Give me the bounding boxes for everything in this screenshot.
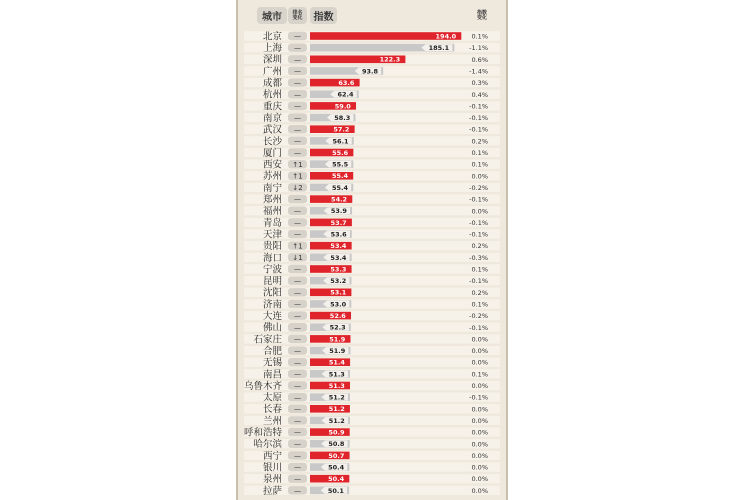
value-label: 51.3 (328, 381, 345, 390)
index-change-label: 0.1% (471, 370, 488, 379)
change-header-line-1: 指数 (476, 9, 487, 16)
index-change-label: 0.1% (471, 300, 488, 309)
city-label: 哈尔滨 (253, 439, 282, 451)
index-change-label: 0.2% (471, 242, 488, 251)
rank-change-label: — (294, 149, 301, 158)
value-label: 57.2 (333, 125, 350, 134)
index-change-label: 0.4% (471, 90, 488, 99)
row-stripe (244, 253, 500, 262)
row-stripe (244, 474, 500, 486)
index-change-label: -0.2% (469, 183, 488, 192)
city-label: 南京 (262, 112, 282, 124)
value-label: 51.4 (328, 358, 345, 367)
row-stripe (244, 486, 500, 495)
city-label: 成都 (262, 78, 282, 89)
rank-change-label: — (294, 382, 301, 391)
row-stripe (244, 334, 500, 346)
row-stripe (244, 195, 500, 204)
city-label: 大连 (262, 311, 282, 322)
value-label: 53.9 (330, 207, 347, 216)
value-label: 54.2 (331, 195, 348, 204)
city-label: 海口 (262, 252, 282, 264)
city-label: 宁波 (262, 264, 282, 276)
bar-chart (238, 0, 510, 500)
row-stripe (244, 369, 500, 381)
row-stripe (244, 323, 500, 332)
rank-change-label: — (294, 475, 301, 484)
row-stripe (244, 160, 500, 169)
city-label: 合肥 (262, 345, 282, 357)
rank-change-label: — (294, 207, 301, 216)
city-label: 济南 (262, 299, 282, 311)
city-label: 佛山 (262, 322, 282, 334)
index-change-label: 0.2% (471, 288, 488, 297)
city-label: 武汉 (262, 124, 282, 136)
row-stripe (244, 346, 500, 355)
city-label: 深圳 (262, 54, 282, 66)
rank-change-label: — (294, 67, 301, 76)
rank-change-label: — (294, 265, 301, 274)
rank-change-label: — (294, 90, 301, 99)
city-label: 兰州 (262, 415, 282, 427)
city-label: 西安 (262, 159, 282, 171)
value-label: 51.2 (328, 405, 345, 414)
city-label: 太原 (262, 392, 282, 404)
row-stripe (244, 393, 500, 402)
rank-change-label: — (294, 312, 301, 321)
row-stripe (244, 171, 500, 183)
row-stripe (244, 264, 500, 276)
value-label: 53.2 (330, 277, 347, 286)
index-change-label: -0.3% (469, 253, 488, 262)
row-stripe (244, 451, 500, 460)
city-label: 呼和浩特 (243, 427, 282, 439)
index-change-label: 0.0% (471, 451, 488, 460)
city-label: 银川 (262, 462, 282, 474)
rank-header-line-1: 排名 (292, 9, 303, 16)
index-change-label: -0.1% (469, 277, 488, 286)
rank-header-line-2: 变化 (292, 14, 303, 21)
row-stripe (244, 416, 500, 425)
city-label: 乌鲁木齐 (243, 380, 282, 392)
city-label: 泉州 (262, 474, 282, 486)
value-label: 194.0 (435, 32, 457, 41)
city-label: 厦门 (262, 147, 282, 159)
index-change-label: 0.0% (471, 428, 488, 437)
city-column-header: 城市 (257, 7, 287, 24)
index-change-label: 0.0% (471, 347, 488, 356)
row-stripe (244, 229, 500, 241)
value-label: 58.3 (334, 113, 351, 122)
city-label: 贵阳 (262, 241, 282, 253)
index-change-label: 0.0% (471, 486, 488, 495)
value-label: 50.9 (328, 428, 345, 437)
rank-change-label: — (294, 288, 301, 297)
rank-change-label: — (294, 79, 301, 88)
value-label: 50.4 (328, 475, 345, 484)
value-label: 50.7 (328, 451, 345, 460)
index-change-label: 0.0% (471, 463, 488, 472)
index-change-label: -0.1% (469, 393, 488, 402)
rank-change-label: — (294, 463, 301, 472)
rank-change-label: — (294, 393, 301, 402)
index-change-label: -1.4% (469, 67, 488, 76)
change-header-line-2: 变化 (476, 14, 487, 21)
rank-change-label: ↓2 (292, 184, 303, 193)
value-label: 55.4 (331, 172, 349, 181)
rank-change-label: — (294, 137, 301, 146)
value-label: 63.6 (338, 79, 355, 87)
row-stripe (244, 311, 500, 320)
rank-change-label: — (294, 405, 301, 414)
rank-change-label: — (294, 428, 301, 437)
rank-change-label: — (294, 230, 301, 239)
city-label: 广州 (262, 66, 282, 78)
index-change-label: 0.1% (471, 160, 488, 169)
row-stripe (244, 381, 500, 390)
row-stripe (244, 148, 500, 157)
value-label: 53.1 (330, 288, 347, 297)
value-label: 55.6 (332, 148, 349, 157)
index-change-label: -0.1% (469, 125, 488, 134)
row-stripe (244, 358, 500, 367)
rank-change-label: — (294, 440, 301, 449)
index-change-label: 0.0% (471, 416, 488, 425)
row-stripe (244, 125, 500, 134)
row-stripe (244, 462, 500, 474)
value-label: 53.3 (330, 265, 347, 274)
city-label: 北京 (262, 31, 282, 43)
value-label: 51.9 (329, 335, 346, 344)
rank-change-label: ↑1 (292, 172, 303, 181)
rank-change-label: — (294, 417, 301, 426)
rank-change-label: ↑1 (292, 160, 303, 169)
index-change-label: -0.2% (469, 312, 488, 321)
index-change-label: 0.0% (471, 358, 488, 367)
value-label: 50.1 (327, 486, 344, 495)
rank-change-label: — (294, 44, 301, 53)
value-label: 53.4 (330, 253, 347, 262)
value-label: 51.3 (328, 370, 345, 379)
value-label: 185.1 (428, 44, 450, 53)
index-column-header: 指数 (310, 7, 337, 24)
city-label: 拉萨 (262, 485, 282, 497)
rank-change-label: ↓1 (292, 253, 303, 262)
index-change-label: 0.6% (471, 55, 488, 64)
value-label: 59.0 (334, 102, 351, 111)
city-label: 无锡 (262, 357, 282, 369)
index-change-label: 0.3% (471, 79, 488, 88)
row-stripe (244, 276, 500, 288)
city-label: 福州 (262, 206, 282, 218)
city-label: 重庆 (262, 101, 282, 113)
row-stripe (244, 136, 500, 148)
row-stripe (244, 90, 500, 99)
value-label: 55.4 (331, 183, 349, 192)
city-label: 青岛 (262, 217, 282, 229)
rank-change-label: — (294, 32, 301, 41)
value-label: 52.3 (329, 323, 346, 332)
index-change-label: -0.1% (469, 102, 488, 111)
city-label: 郑州 (262, 194, 282, 206)
value-label: 51.2 (328, 393, 345, 402)
city-label: 长沙 (262, 136, 282, 148)
index-change-label: 0.0% (471, 475, 488, 484)
row-stripe (244, 206, 500, 218)
rank-change-label: — (294, 277, 301, 286)
city-label: 昆明 (262, 276, 282, 288)
row-stripe (244, 404, 500, 416)
city-label: 石家庄 (253, 334, 282, 346)
row-stripe (244, 299, 500, 311)
row-stripe (244, 288, 500, 297)
value-label: 93.8 (361, 67, 378, 76)
index-change-label: 0.1% (471, 265, 488, 274)
city-label: 沈阳 (262, 287, 282, 299)
row-stripe (244, 241, 500, 253)
city-label: 上海 (262, 43, 282, 55)
city-label: 苏州 (262, 171, 282, 183)
value-label: 53.7 (330, 218, 347, 227)
city-label: 天津 (262, 229, 282, 241)
value-label: 50.8 (328, 440, 345, 449)
index-change-label: -0.1% (469, 230, 488, 239)
index-change-label: -1.1% (469, 44, 488, 53)
row-stripe (244, 183, 500, 192)
value-label: 56.1 (332, 137, 349, 146)
value-label: 53.4 (330, 242, 347, 251)
city-label: 长春 (262, 404, 282, 416)
index-change-label: -0.1% (469, 114, 488, 123)
rank-change-label: — (294, 486, 301, 495)
value-label: 52.6 (329, 312, 346, 320)
index-change-label: -0.1% (469, 195, 488, 204)
index-change-label: -0.1% (469, 323, 488, 332)
value-label: 55.5 (332, 160, 349, 169)
index-change-label: 0.1% (471, 32, 488, 41)
value-label: 50.4 (328, 463, 345, 472)
row-stripe (244, 78, 500, 87)
index-change-label: 0.0% (471, 335, 488, 344)
index-change-label: 0.0% (471, 382, 488, 390)
row-stripe (244, 218, 500, 227)
city-label: 杭州 (262, 89, 282, 101)
rank-change-label: — (294, 102, 301, 111)
rank-change-label: — (294, 452, 301, 460)
value-label: 51.2 (328, 416, 345, 425)
rank-change-label: — (294, 114, 301, 123)
value-label: 122.3 (379, 55, 401, 64)
index-change-label: 0.1% (471, 149, 488, 157)
value-label: 62.4 (337, 90, 354, 99)
rank-change-label: — (294, 370, 301, 379)
row-stripe (244, 113, 500, 122)
index-change-label: -0.1% (469, 218, 488, 227)
rank-change-label: — (294, 195, 301, 204)
rank-change-label: — (294, 358, 301, 367)
index-change-label: 0.2% (471, 137, 488, 146)
city-label: 南昌 (262, 369, 282, 381)
value-label: 53.6 (330, 230, 347, 239)
rank-change-label: — (294, 125, 301, 134)
rank-change-label: — (294, 219, 301, 227)
rank-change-label: — (294, 323, 301, 332)
row-stripe (244, 439, 500, 451)
value-label: 51.9 (329, 346, 346, 355)
rank-change-label: — (294, 347, 301, 356)
index-change-label: 0.0% (471, 440, 488, 449)
rank-change-label: ↑1 (292, 242, 303, 251)
rank-change-label: — (294, 55, 301, 64)
city-label: 西宁 (262, 450, 282, 462)
value-label: 53.0 (330, 300, 347, 309)
rank-change-label: — (294, 300, 301, 309)
index-change-label: 0.0% (471, 405, 488, 414)
index-change-label: 0.0% (471, 207, 488, 216)
row-stripe (244, 101, 500, 113)
row-stripe (244, 428, 500, 437)
ranking-panel (236, 0, 508, 500)
city-label: 南宁 (262, 182, 282, 194)
rank-change-label: — (294, 335, 301, 344)
index-change-label: 0.0% (471, 172, 488, 181)
